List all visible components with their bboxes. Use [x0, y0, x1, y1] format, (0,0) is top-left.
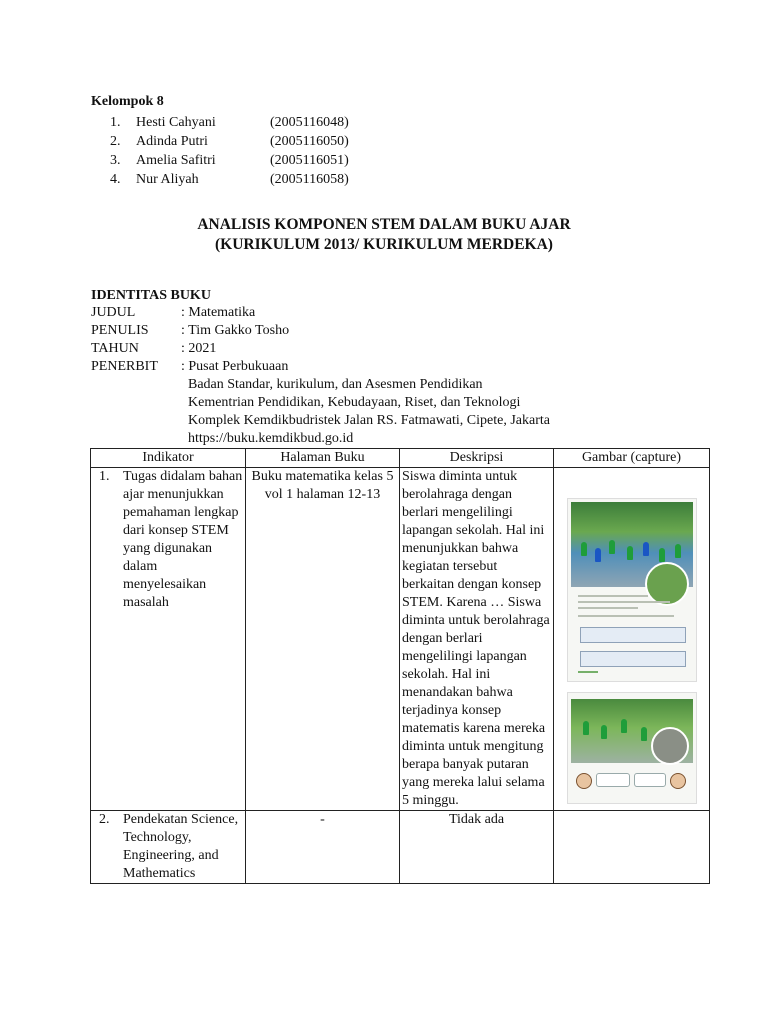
member-number: 2. [110, 134, 121, 149]
member-list [110, 113, 370, 189]
member-name: Amelia Safitri [136, 153, 216, 168]
member-nim: (2005116051) [270, 153, 349, 168]
identity-row [91, 322, 289, 340]
identity-label: JUDUL [91, 305, 136, 320]
list-item [110, 151, 370, 170]
table-row [91, 811, 710, 884]
member-name: Adinda Putri [136, 134, 208, 149]
column-header-indikator: Indikator [91, 449, 246, 468]
halaman-cell: - [246, 811, 400, 884]
gambar-cell [554, 811, 710, 884]
member-name: Hesti Cahyani [136, 115, 216, 130]
member-nim: (2005116058) [270, 172, 349, 187]
identity-label: PENERBIT [91, 359, 158, 374]
table-row [91, 468, 710, 811]
member-nim: (2005116050) [270, 134, 349, 149]
publisher-line: Kementrian Pendidikan, Kebudayaan, Riset, dan Teknologi [188, 395, 521, 410]
publisher-address [188, 376, 550, 448]
character-face-icon [576, 773, 592, 789]
member-number: 3. [110, 153, 121, 168]
column-header-deskripsi: Deskripsi [400, 449, 554, 468]
document-subtitle: (KURIKULUM 2013/ KURIKULUM MERDEKA) [215, 236, 553, 253]
deskripsi-cell: Tidak ada [400, 811, 554, 884]
indikator-cell [91, 468, 246, 811]
row-number: 1. [99, 469, 110, 484]
column-header-gambar: Gambar (capture) [554, 449, 710, 468]
identity-label: PENULIS [91, 323, 149, 338]
identity-row [91, 304, 289, 322]
book-page-capture-2 [567, 692, 697, 804]
indikator-cell [91, 811, 246, 884]
identity-value: : Tim Gakko Tosho [181, 323, 290, 338]
row-number: 2. [99, 812, 110, 827]
identity-value: : Matematika [181, 305, 256, 320]
list-item [110, 113, 370, 132]
column-header-halaman: Halaman Buku [246, 449, 400, 468]
publisher-line: Badan Standar, kurikulum, dan Asesmen Pendidikan [188, 377, 483, 392]
document-title: ANALISIS KOMPONEN STEM DALAM BUKU AJAR [197, 216, 571, 233]
indikator-text: Pendekatan Science, Technology, Engineering, and Mathematics [123, 812, 239, 881]
identity-heading: IDENTITAS BUKU [91, 288, 211, 303]
students-running-photo [571, 502, 693, 587]
analysis-table [90, 448, 710, 884]
group-title: Kelompok 8 [91, 94, 164, 109]
identity-row [91, 340, 289, 358]
halaman-cell: Buku matematika kelas 5 vol 1 halaman 12-13 [246, 468, 400, 811]
table-header-row [91, 449, 710, 468]
list-item [110, 170, 370, 189]
member-nim: (2005116048) [270, 115, 349, 130]
character-face-icon [670, 773, 686, 789]
identity-row [91, 358, 289, 376]
publisher-line: Komplek Kemdikbudristek Jalan RS. Fatmawati, Cipete, Jakarta [188, 413, 550, 428]
member-number: 4. [110, 172, 121, 187]
identity-label: TAHUN [91, 341, 139, 356]
publisher-url[interactable]: https://buku.kemdikbud.go.id [188, 431, 354, 446]
list-item [110, 132, 370, 151]
identity-value: : 2021 [181, 341, 217, 356]
identity-value: : Pusat Perbukuaan [181, 359, 289, 374]
member-name: Nur Aliyah [136, 172, 199, 187]
member-number: 1. [110, 115, 121, 130]
identity-list [91, 304, 289, 376]
indikator-text: Tugas didalam bahan ajar menunjukkan pemahaman lengkap dari konsep STEM yang digunakan dalam menyelesaikan masalah [123, 469, 243, 610]
students-exercise-photo [571, 699, 693, 763]
book-page-capture-1 [567, 498, 697, 682]
deskripsi-cell: Siswa diminta untuk berolahraga dengan berlari mengelilingi lapangan sekolah. Hal ini menunjukkan bahwa kegiatan tersebut berkaitan dengan konsep STEM. Karena … Siswa diminta untuk berolahraga dengan berlari mengelilingi lapangan sekolah. Hal ini menandakan bahwa terjadinya konsep matematis karena mereka diminta untuk mengitung berapa banyak putaran yang mereka lalui selama 5 minggu. [400, 468, 554, 811]
gambar-cell [554, 468, 710, 811]
